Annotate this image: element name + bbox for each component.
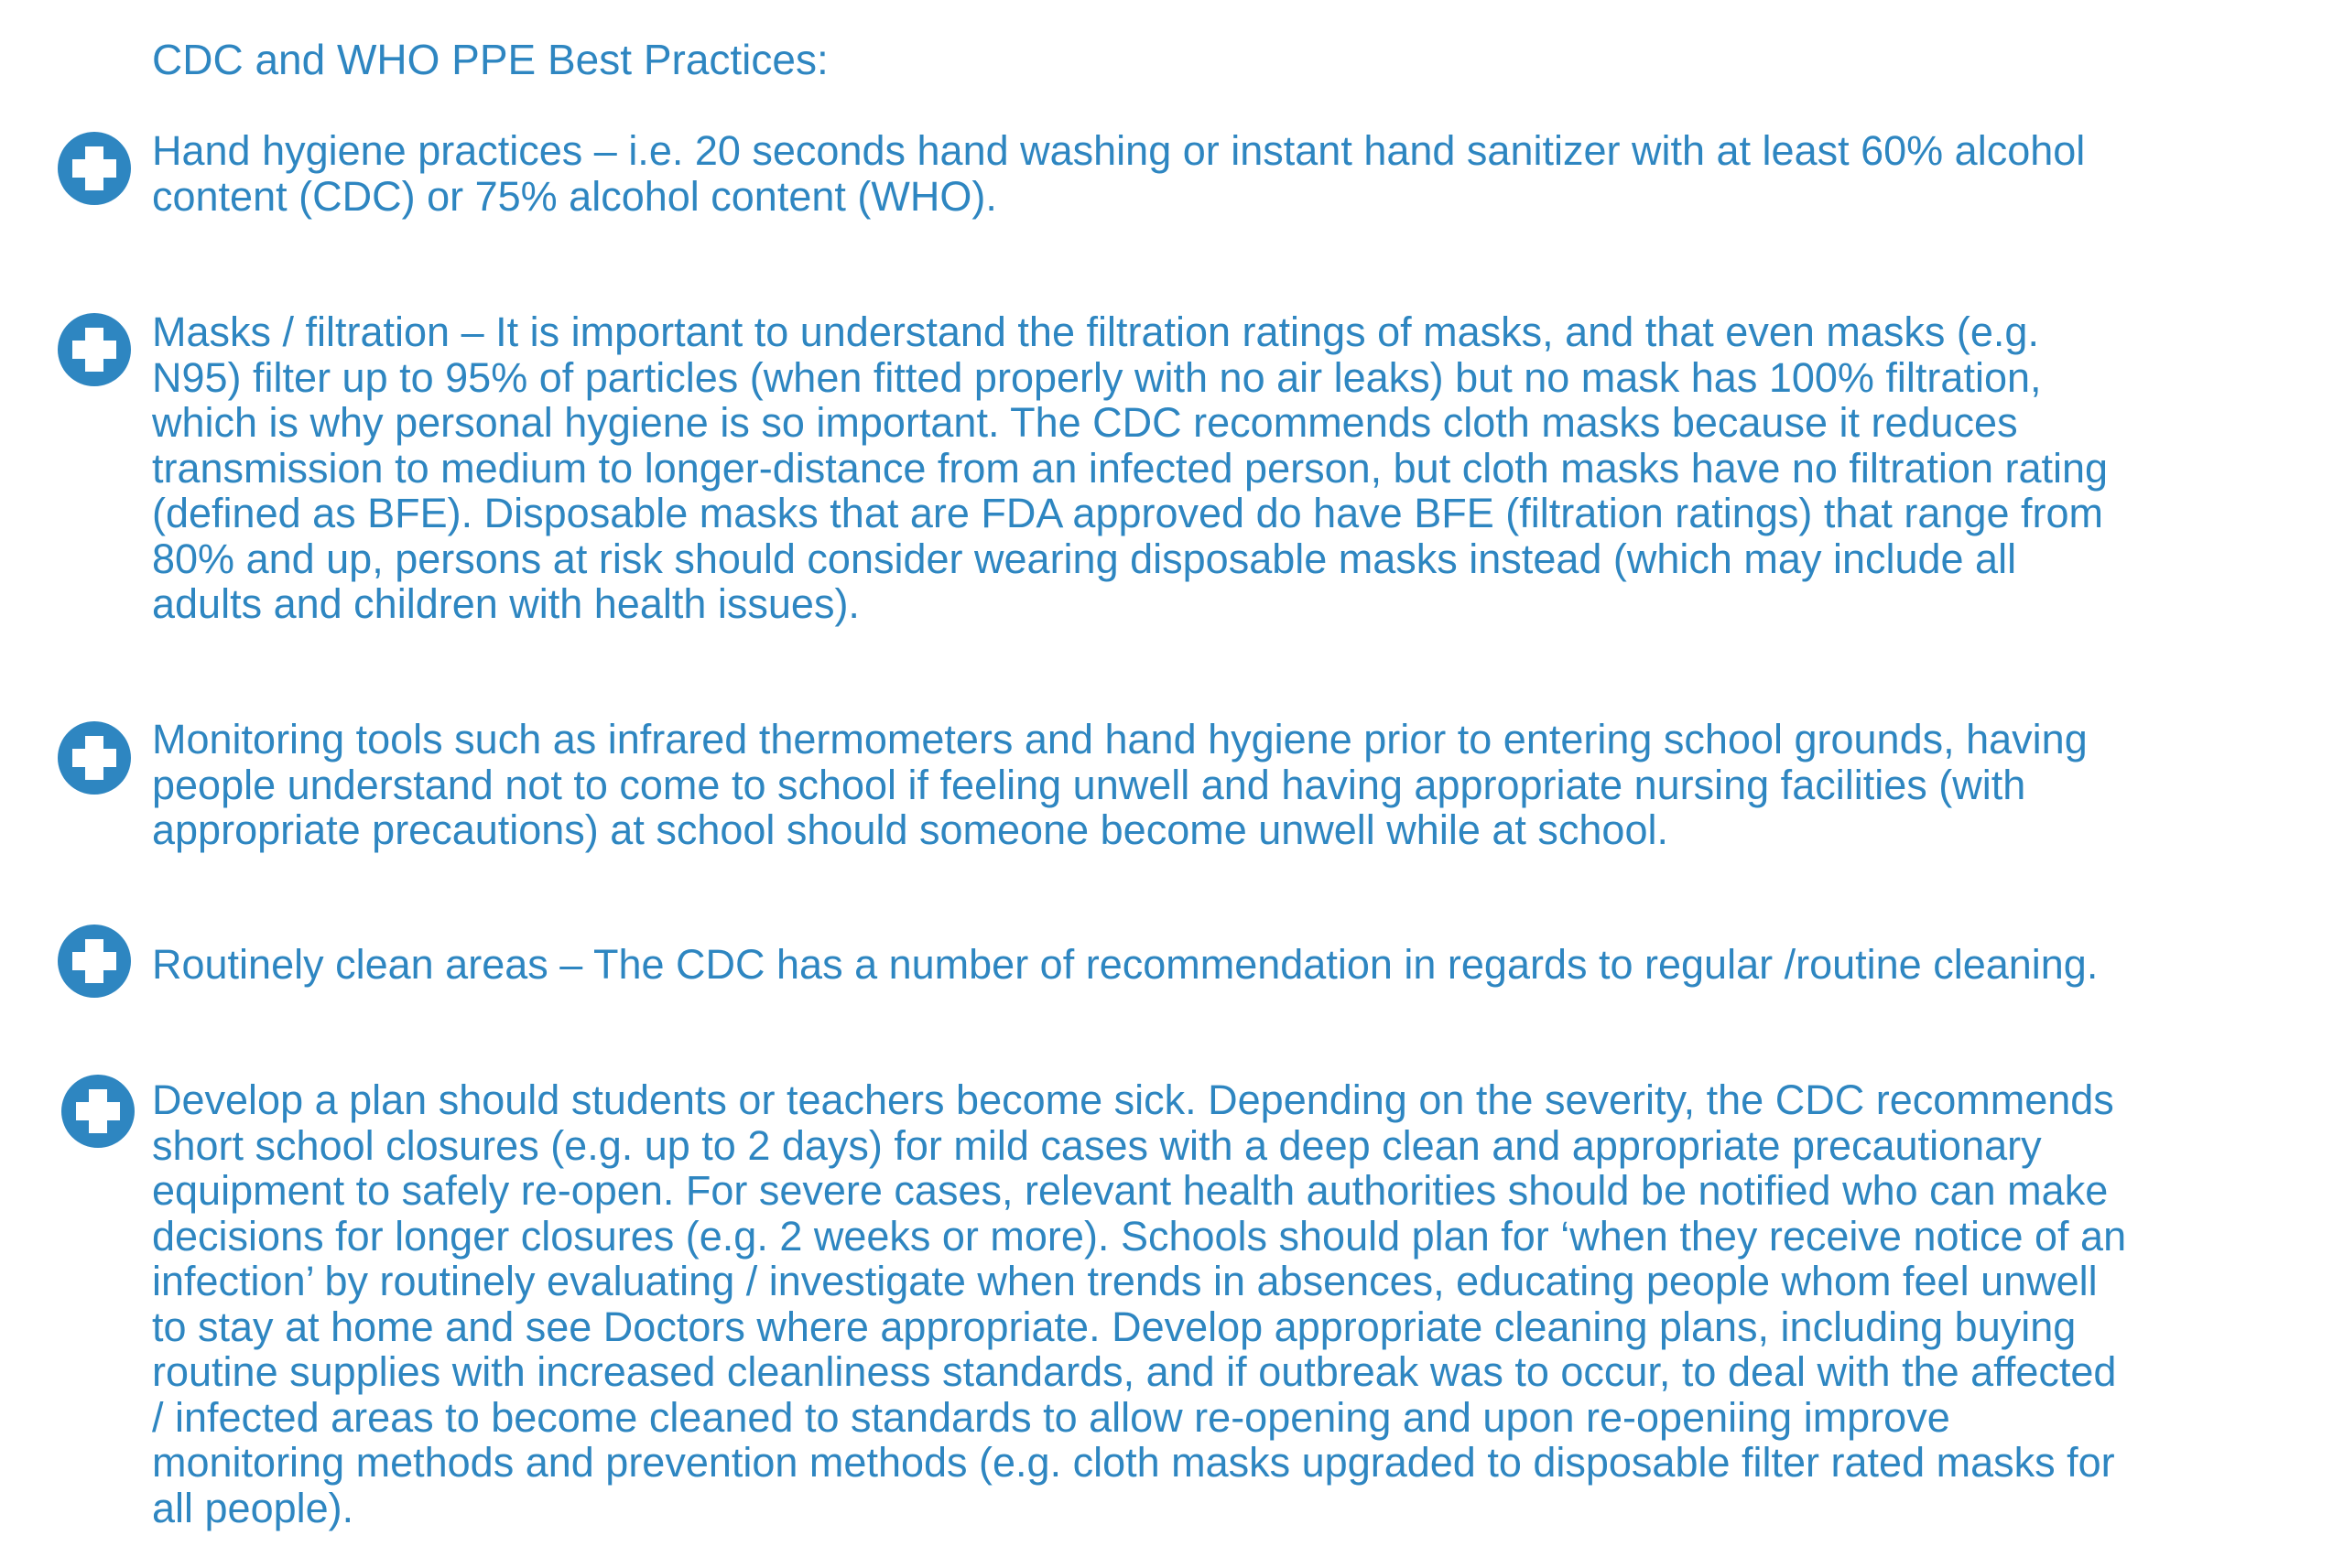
text-line: decisions for longer closures (e.g. 2 weeks or more). Schools should plan for ‘when they receive notice of an bbox=[152, 1212, 2127, 1260]
text-line: all people). bbox=[152, 1484, 354, 1531]
plus-circle-icon bbox=[57, 924, 132, 999]
text-line: content (CDC) or 75% alcohol content (WHO). bbox=[152, 172, 997, 220]
plus-circle-icon bbox=[57, 312, 132, 387]
bullet-text bbox=[152, 1077, 2322, 1530]
text-line: Masks / filtration – It is important to understand the filtration ratings of masks, and that even masks (e.g. bbox=[152, 308, 2039, 355]
plus-circle-icon bbox=[57, 131, 132, 206]
text-line: people understand not to come to school if feeling unwell and having appropriate nursing facilities (with bbox=[152, 761, 2026, 808]
text-line: Routinely clean areas – The CDC has a number of recommendation in regards to regular /routine cleaning. bbox=[152, 941, 2099, 988]
text-line: transmission to medium to longer-distance from an infected person, but cloth masks have no filtration rating bbox=[152, 444, 2109, 492]
text-line: adults and children with health issues). bbox=[152, 580, 860, 627]
text-line: Monitoring tools such as infrared thermometers and hand hygiene prior to entering school grounds, having bbox=[152, 716, 2088, 762]
bullet-text bbox=[152, 309, 2322, 627]
plus-circle-icon-svg bbox=[60, 1074, 136, 1149]
text-line: / infected areas to become cleaned to standards to allow re-opening and upon re-openiing improve bbox=[152, 1393, 1950, 1441]
text-line: short school closures (e.g. up to 2 days) for mild cases with a deep clean and appropriate precautionary bbox=[152, 1121, 2042, 1169]
text-line: which is why personal hygiene is so important. The CDC recommends cloth masks because it reduces bbox=[152, 399, 2018, 446]
text-line: 80% and up, persons at risk should consider wearing disposable masks instead (which may include all bbox=[152, 535, 2017, 582]
plus-circle-icon-svg bbox=[57, 312, 132, 387]
text-line: Develop a plan should students or teachers become sick. Depending on the severity, the CDC recommends bbox=[152, 1076, 2114, 1123]
text-line: monitoring methods and prevention methods (e.g. cloth masks upgraded to disposable filter rated masks for bbox=[152, 1439, 2115, 1486]
text-line: Hand hygiene practices – i.e. 20 seconds hand washing or instant hand sanitizer with at least 60% alcohol bbox=[152, 127, 2086, 174]
bullet-text bbox=[152, 128, 2322, 219]
plus-circle-icon bbox=[60, 1074, 136, 1149]
plus-circle-icon-svg bbox=[57, 924, 132, 999]
plus-circle-icon-svg bbox=[57, 131, 132, 206]
text-line: infection’ by routinely evaluating / investigate when trends in absences, educating people whom feel unwell bbox=[152, 1258, 2098, 1304]
page-title: CDC and WHO PPE Best Practices: bbox=[152, 36, 829, 83]
text-line: equipment to safely re-open. For severe cases, relevant health authorities should be notified who can make bbox=[152, 1167, 2109, 1214]
text-line: appropriate precautions) at school should someone become unwell while at school. bbox=[152, 806, 1668, 853]
text-line: (defined as BFE). Disposable masks that are FDA approved do have BFE (filtration ratings) that range from bbox=[152, 490, 2103, 536]
plus-circle-icon-svg bbox=[57, 720, 132, 795]
bullet-text bbox=[152, 942, 2322, 988]
text-line: routine supplies with increased cleanliness standards, and if outbreak was to occur, to deal with the affected bbox=[152, 1348, 2117, 1395]
bullet-text bbox=[152, 717, 2322, 853]
text-line: to stay at home and see Doctors where appropriate. Develop appropriate cleaning plans, including buying bbox=[152, 1303, 2077, 1350]
text-line: N95) filter up to 95% of particles (when fitted properly with no air leaks) but no mask has 100% filtration, bbox=[152, 353, 2042, 401]
plus-circle-icon bbox=[57, 720, 132, 795]
